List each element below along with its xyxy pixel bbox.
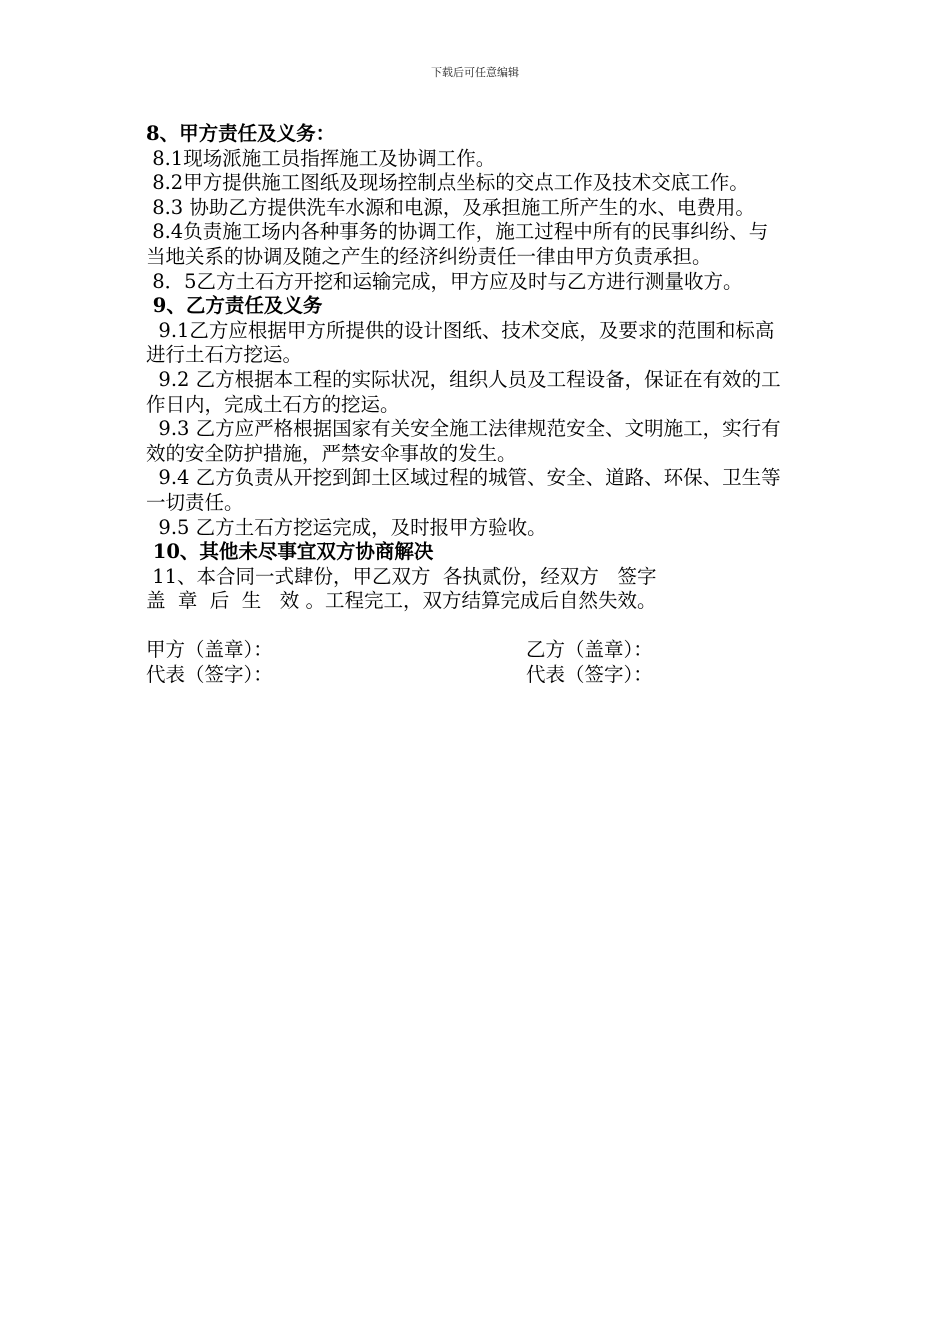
party-a-seal-label: 甲方（盖章）： <box>146 638 273 662</box>
contract-body <box>146 122 786 688</box>
signature-row <box>146 663 786 688</box>
section-8-title: 8、甲方责任及义务： <box>146 122 336 145</box>
clause-9-2: 9.2 乙方根据本工程的实际状况，组织人员及工程设备，保证在有效的工作日内，完成土石方的挖运。 <box>146 367 781 416</box>
party-a-rep-label: 代表（签字）： <box>146 663 273 687</box>
blank-line <box>146 614 786 639</box>
clause-9-5: 9.5 乙方土石方挖运完成，及时报甲方验收。 <box>146 515 547 539</box>
clause-9-4: 9.4 乙方负责从开挖到卸土区域过程的城管、安全、道路、环保、卫生等一切责任。 <box>146 466 781 514</box>
clause-9-1: 9.1乙方应根据甲方所提供的设计图纸、技术交底，及要求的范围和标高进行土石方挖运。 <box>146 318 775 367</box>
clause-8-1: 8.1现场派施工员指挥施工及协调工作。 <box>146 146 496 170</box>
party-b-rep-label: 代表（签字）： <box>526 663 653 687</box>
clause-8-2: 8.2甲方提供施工图纸及现场控制点坐标的交点工作及技术交底工作。 <box>146 171 749 195</box>
clause-8-3: 8.3 协助乙方提供洗车水源和电源，及承担施工所产生的水、电费用。 <box>146 195 755 219</box>
header-note: 下载后可任意编辑 <box>431 66 519 79</box>
seal-row <box>146 638 786 663</box>
clause-11-line-2: 盖 章 后 生 效 。工程完工，双方结算完成后自然失效。 <box>146 589 657 613</box>
party-b-seal-label: 乙方（盖章）： <box>526 638 653 662</box>
clause-8-4: 8.4负责施工场内各种事务的协调工作，施工过程中所有的民事纠纷、与当地关系的协调及随之产生的经济纠纷责任一律由甲方负责承担。 <box>146 220 769 268</box>
clause-8-5: 8．5乙方土石方开挖和运输完成，甲方应及时与乙方进行测量收方。 <box>146 269 743 293</box>
clause-9-3: 9.3 乙方应严格根据国家有关安全施工法律规范安全、文明施工，实行有效的安全防护措施，严禁安伞事故的发生。 <box>146 417 781 465</box>
clause-11-line-1: 11、本合同一式肆份，甲乙双方 各执贰份，经双方 签字 <box>146 564 657 588</box>
section-10-title: 10、其他未尽事宜双方协商解决 <box>146 540 434 564</box>
section-9-title: 9、乙方责任及义务 <box>146 294 323 318</box>
